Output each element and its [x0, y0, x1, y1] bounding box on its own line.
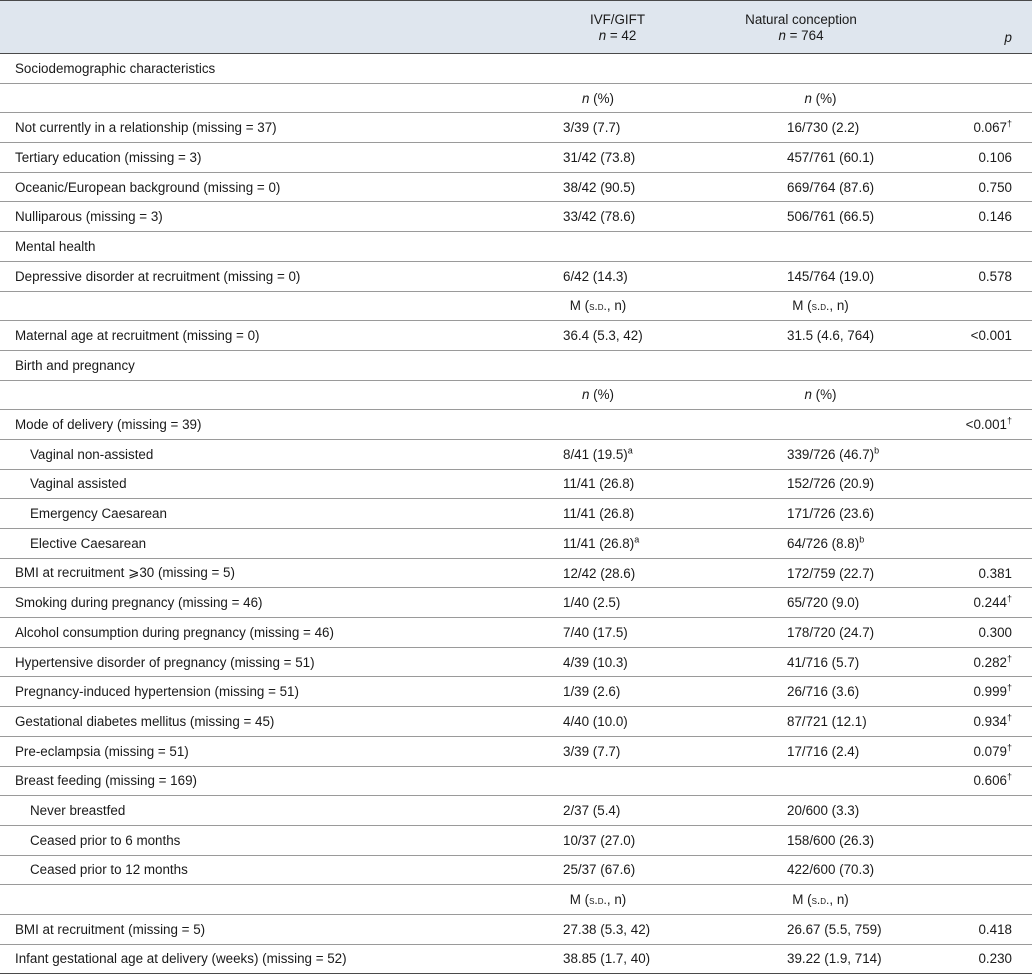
subheader-p: [938, 83, 1032, 113]
p-value: [938, 707, 1032, 737]
p-value: [938, 647, 1032, 677]
ivf-value: [493, 766, 703, 796]
ivf-value: [493, 261, 703, 291]
subheader-row: [0, 885, 1032, 915]
row-label: BMI at recruitment (missing = 5): [0, 914, 493, 944]
table-header: [0, 1, 1032, 54]
table-row: [0, 914, 1032, 944]
row-label: Breast feeding (missing = 169): [0, 766, 493, 796]
p-value: [938, 796, 1032, 826]
p-value: [938, 766, 1032, 796]
table-row: [0, 796, 1032, 826]
nat-value: [703, 321, 938, 351]
nat-text: 178/720 (24.7): [787, 624, 875, 640]
row-label: Alcohol consumption during pregnancy (missing = 46): [0, 618, 493, 648]
p-text: 0.106: [978, 149, 1012, 165]
footnote-marker: †: [1006, 118, 1012, 129]
n-percent-label: n (%): [582, 387, 614, 403]
n-italic: n: [804, 90, 812, 106]
table-row: [0, 469, 1032, 499]
table-row: [0, 677, 1032, 707]
table-row: [0, 855, 1032, 885]
subheader-nat: [703, 83, 938, 113]
table-row: [0, 113, 1032, 143]
row-label: Not currently in a relationship (missing = 37): [0, 113, 493, 143]
subheader-p: [938, 380, 1032, 410]
p-text: 0.282†: [973, 653, 1012, 670]
nat-text: 669/764 (87.6): [787, 179, 875, 195]
p-value: [938, 914, 1032, 944]
sd-smallcaps: s.d.: [811, 299, 830, 314]
ivf-value: [493, 855, 703, 885]
row-label: Vaginal assisted: [0, 469, 493, 499]
ivf-value: [493, 677, 703, 707]
ivf-value: [493, 410, 703, 440]
header-nat-title: Natural conception: [745, 12, 857, 27]
mean-sd-label: M (s.d., n): [569, 892, 627, 908]
ivf-text: 1/40 (2.5): [563, 595, 621, 611]
nat-text: 64/726 $(8.8)^b$: [787, 534, 865, 551]
nat-text: 26.67 (5.5, 759): [787, 921, 882, 937]
table-row: [0, 439, 1032, 469]
n-italic: n: [582, 387, 590, 403]
subheader-ivf: [493, 83, 703, 113]
nat-text: 26/716 (3.6): [787, 684, 860, 700]
ivf-text: 12/42 (28.6): [563, 565, 636, 581]
nat-value: [703, 914, 938, 944]
p-value: [938, 410, 1032, 440]
sd-smallcaps: s.d.: [811, 893, 830, 908]
ivf-value: [493, 707, 703, 737]
nat-text: 158/600 (26.3): [787, 832, 875, 848]
nat-text: 31.5 (4.6, 764): [787, 328, 875, 344]
subheader-row: [0, 83, 1032, 113]
nat-value: [703, 143, 938, 173]
table-row: [0, 321, 1032, 351]
subheader-empty: [0, 291, 493, 321]
footnote-marker: †: [1006, 415, 1012, 426]
subheader-empty: [0, 885, 493, 915]
ivf-text: 1/39 (2.6): [563, 684, 621, 700]
subheader-ivf: [493, 380, 703, 410]
ivf-value: [493, 588, 703, 618]
nat-text: 506/761 (66.5): [787, 209, 875, 225]
nat-value: [703, 825, 938, 855]
ivf-value: [493, 113, 703, 143]
table-row: [0, 202, 1032, 232]
table-row: [0, 707, 1032, 737]
ivf-text: 3/39 (7.7): [563, 120, 621, 136]
ivf-text: 4/39 (10.3): [563, 654, 628, 670]
ivf-text: 27.38 (5.3, 42): [563, 921, 651, 937]
p-text: 0.578: [978, 268, 1012, 284]
p-value: [938, 439, 1032, 469]
mean-sd-label: M (s.d., n): [792, 298, 849, 314]
nat-text: 39.22 (1.9, 714): [787, 951, 882, 967]
nat-text: 457/761 (60.1): [787, 149, 875, 165]
nat-text: 20/600 (3.3): [787, 803, 860, 819]
nat-text: 339/726 $(46.7)^b$: [787, 445, 880, 462]
row-label: Mode of delivery (missing = 39): [0, 410, 493, 440]
footnote-marker: b: [874, 445, 880, 456]
row-label: Depressive disorder at recruitment (missing = 0): [0, 261, 493, 291]
n-percent-label: n (%): [804, 387, 837, 403]
p-value: [938, 944, 1032, 974]
section-row: [0, 54, 1032, 84]
p-value: [938, 261, 1032, 291]
section-heading: Sociodemographic characteristics: [0, 54, 1032, 84]
nat-value: [703, 796, 938, 826]
n-italic: n: [582, 90, 590, 106]
nat-text: 152/726 (20.9): [787, 476, 875, 492]
nat-text: 422/600 (70.3): [787, 862, 875, 878]
p-value: [938, 855, 1032, 885]
nat-value: [703, 707, 938, 737]
nat-text: 65/720 (9.0): [787, 595, 860, 611]
nat-value: [703, 499, 938, 529]
p-value: [938, 202, 1032, 232]
row-label: Never breastfed: [0, 796, 493, 826]
row-label: Oceanic/European background (missing = 0): [0, 172, 493, 202]
nat-value: [703, 261, 938, 291]
header-ivf-title: IVF/GIFT: [589, 12, 646, 27]
header-p-cell: p: [938, 1, 1032, 54]
table-row: [0, 588, 1032, 618]
ivf-value: [493, 529, 703, 559]
ivf-text: 6/42 (14.3): [563, 268, 628, 284]
p-value: [938, 677, 1032, 707]
table-row: [0, 261, 1032, 291]
sd-smallcaps: s.d.: [589, 299, 607, 314]
n-percent-label: n (%): [804, 90, 837, 106]
header-nat-cell: [703, 1, 938, 54]
footnote-marker: a: [627, 445, 633, 456]
row-label: Gestational diabetes mellitus (missing = 45): [0, 707, 493, 737]
footnote-marker: a: [634, 534, 640, 545]
ivf-value: [493, 618, 703, 648]
row-label: BMI at recruitment ⩾30 (missing = 5): [0, 558, 493, 588]
p-text: <0.001†: [965, 415, 1012, 433]
row-label: Pre-eclampsia (missing = 51): [0, 736, 493, 766]
ivf-value: [493, 736, 703, 766]
sd-smallcaps: s.d.: [589, 893, 607, 908]
row-label: Nulliparous (missing = 3): [0, 202, 493, 232]
row-label: Tertiary education (missing = 3): [0, 143, 493, 173]
nat-value: [703, 618, 938, 648]
p-value: [938, 143, 1032, 173]
n-percent-label: n (%): [582, 90, 614, 106]
ivf-value: [493, 914, 703, 944]
ivf-value: [493, 558, 703, 588]
section-row: [0, 232, 1032, 262]
p-text: <0.001: [970, 328, 1012, 344]
p-text: 0.079†: [973, 742, 1012, 759]
ivf-value: [493, 499, 703, 529]
p-text: 0.230: [978, 951, 1012, 967]
nat-value: [703, 944, 938, 974]
p-value: [938, 529, 1032, 559]
p-value: [938, 618, 1032, 648]
nat-value: [703, 172, 938, 202]
p-value: [938, 113, 1032, 143]
row-label: Maternal age at recruitment (missing = 0): [0, 321, 493, 351]
n-italic: n: [804, 387, 812, 403]
table-row: [0, 944, 1032, 974]
subheader-nat: [703, 380, 938, 410]
footnote-marker: †: [1006, 682, 1012, 693]
p-value: [938, 588, 1032, 618]
p-value: [938, 321, 1032, 351]
row-label: Vaginal non-assisted: [0, 439, 493, 469]
ivf-text: 33/42 (78.6): [563, 209, 636, 225]
ivf-text: 38.85 (1.7, 40): [563, 951, 651, 967]
p-value: [938, 825, 1032, 855]
nat-text: 145/764 (19.0): [787, 268, 875, 284]
header-label-cell: [0, 1, 493, 54]
subheader-ivf: [493, 885, 703, 915]
row-label: Ceased prior to 12 months: [0, 855, 493, 885]
header-ivf-n: n = 42: [598, 28, 637, 43]
subheader-nat: [703, 885, 938, 915]
ivf-value: [493, 796, 703, 826]
subheader-p: [938, 885, 1032, 915]
nat-text: 41/716 (5.7): [787, 654, 860, 670]
table-row: [0, 558, 1032, 588]
table-row: [0, 825, 1032, 855]
table-row: [0, 529, 1032, 559]
nat-value: [703, 736, 938, 766]
row-label: Emergency Caesarean: [0, 499, 493, 529]
section-heading: Birth and pregnancy: [0, 350, 1032, 380]
ivf-value: [493, 439, 703, 469]
header-row: [0, 1, 1032, 54]
subheader-nat: [703, 291, 938, 321]
nat-value: [703, 855, 938, 885]
p-value: [938, 499, 1032, 529]
ivf-text: 10/37 (27.0): [563, 832, 636, 848]
ivf-text: 36.4 (5.3, 42): [563, 328, 643, 344]
ivf-text: 8/41 $(19.5)^a$: [563, 445, 633, 462]
ivf-text: 38/42 (90.5): [563, 179, 636, 195]
subheader-empty: [0, 380, 493, 410]
row-label: Infant gestational age at delivery (weeks) (missing = 52): [0, 944, 493, 974]
table-row: [0, 410, 1032, 440]
table-row: [0, 172, 1032, 202]
nat-value: [703, 202, 938, 232]
footnote-marker: †: [1006, 712, 1012, 723]
nat-value: [703, 766, 938, 796]
table-row: [0, 618, 1032, 648]
header-ivf-cell: [493, 1, 703, 54]
ivf-value: [493, 944, 703, 974]
nat-text: 87/721 (12.1): [787, 713, 867, 729]
ivf-text: 31/42 (73.8): [563, 149, 636, 165]
ivf-text: 11/41 (26.8): [563, 476, 635, 492]
p-value: [938, 172, 1032, 202]
footnote-marker: †: [1006, 742, 1012, 753]
section-heading: Mental health: [0, 232, 1032, 262]
p-text: 0.750: [978, 179, 1012, 195]
ivf-value: [493, 202, 703, 232]
row-label: Pregnancy-induced hypertension (missing = 51): [0, 677, 493, 707]
p-value: [938, 469, 1032, 499]
p-text: 0.146: [978, 209, 1012, 225]
p-text: 0.300: [978, 624, 1012, 640]
subheader-ivf: [493, 291, 703, 321]
nat-text: 17/716 (2.4): [787, 743, 860, 759]
nat-value: [703, 558, 938, 588]
subheader-row: [0, 291, 1032, 321]
nat-value: [703, 647, 938, 677]
nat-value: [703, 469, 938, 499]
row-label: Ceased prior to 6 months: [0, 825, 493, 855]
table-row: [0, 499, 1032, 529]
subheader-empty: [0, 83, 493, 113]
header-nat-n: n = 764: [778, 28, 824, 43]
ivf-value: [493, 321, 703, 351]
nat-value: [703, 113, 938, 143]
nat-value: [703, 529, 938, 559]
p-text: 0.244†: [973, 593, 1012, 611]
ivf-text: 25/37 (67.6): [563, 862, 636, 878]
mean-sd-label: M (s.d., n): [569, 298, 627, 314]
subheader-row: [0, 380, 1032, 410]
ivf-text: 2/37 (5.4): [563, 803, 621, 819]
p-text: 0.067†: [973, 118, 1012, 136]
row-label: Smoking during pregnancy (missing = 46): [0, 588, 493, 618]
p-text: 0.418: [978, 921, 1012, 937]
nat-text: 172/759 (22.7): [787, 565, 875, 581]
footnote-marker: †: [1006, 593, 1012, 604]
p-value: [938, 558, 1032, 588]
table-row: [0, 143, 1032, 173]
row-label: Elective Caesarean: [0, 529, 493, 559]
ivf-value: [493, 143, 703, 173]
table-row: [0, 766, 1032, 796]
ivf-value: [493, 469, 703, 499]
ivf-text: 4/40 (10.0): [563, 713, 628, 729]
nat-text: 171/726 (23.6): [787, 506, 875, 522]
p-text: 0.999†: [973, 682, 1012, 700]
nat-value: [703, 439, 938, 469]
p-text: 0.606†: [973, 771, 1012, 789]
p-value: [938, 736, 1032, 766]
p-text: 0.381: [978, 565, 1012, 581]
mean-sd-label: M (s.d., n): [792, 892, 849, 908]
nat-text: 16/730 (2.2): [787, 120, 860, 136]
table-row: [0, 736, 1032, 766]
footnote-marker: †: [1006, 653, 1012, 664]
ivf-value: [493, 647, 703, 677]
ivf-value: [493, 172, 703, 202]
ivf-value: [493, 825, 703, 855]
table-row: [0, 647, 1032, 677]
ivf-text: 7/40 (17.5): [563, 624, 628, 640]
nat-value: [703, 677, 938, 707]
footnote-marker: †: [1006, 771, 1012, 782]
ivf-text: 11/41 $(26.8)^a$: [563, 534, 640, 551]
row-label: Hypertensive disorder of pregnancy (missing = 51): [0, 647, 493, 677]
subheader-p: [938, 291, 1032, 321]
nat-value: [703, 588, 938, 618]
section-row: [0, 350, 1032, 380]
table-body: [0, 54, 1032, 974]
ivf-text: 11/41 (26.8): [563, 506, 635, 522]
nat-value: [703, 410, 938, 440]
footnote-marker: b: [859, 534, 865, 545]
ivf-text: 3/39 (7.7): [563, 743, 621, 759]
p-text: 0.934†: [973, 712, 1012, 729]
